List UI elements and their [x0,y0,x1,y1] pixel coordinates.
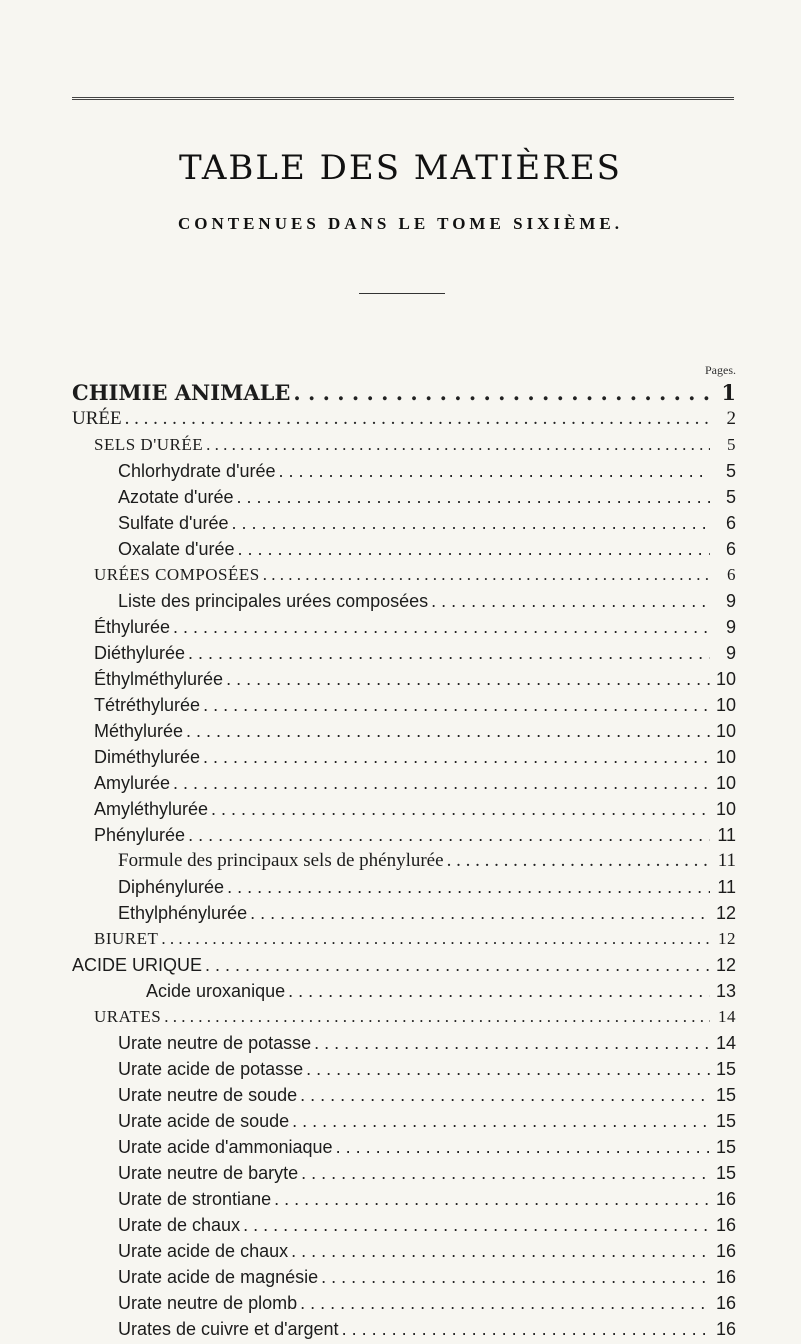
toc-entry-label: Méthylurée [94,721,184,741]
toc-entry-page: 6 [725,513,736,533]
toc-entry-page: 16 [715,1293,736,1313]
toc-entry-page: 12 [718,929,736,948]
toc-entry-label: Urate de strontiane [118,1189,272,1209]
toc-entry-label: Urate acide de magnésie [118,1267,319,1287]
toc-entry-label: Diphénylurée [118,877,225,897]
toc-entry-label: Acide uroxanique [146,981,286,1001]
top-double-rule [72,97,734,102]
toc-entry-page: 9 [725,643,736,663]
toc-entry-label: Éthylméthylurée [94,669,224,689]
toc-entry-page: 12 [715,955,736,975]
toc-entry-page: 15 [715,1163,736,1183]
toc-entry-page: 16 [715,1215,736,1235]
toc-entry-label: Azotate d'urée [118,487,234,507]
toc-entry-page: 10 [715,721,736,741]
toc-entry-label: Urates de cuivre et d'argent [118,1319,339,1339]
toc-entry-page: 10 [715,695,736,715]
toc-entry-label: Oxalate d'urée [118,539,235,559]
toc-entry-page: 10 [715,747,736,767]
toc-entry-page: 6 [727,565,736,584]
toc-entry-page: 12 [715,903,736,923]
toc-entry-page: 15 [715,1111,736,1131]
toc-entry-page: 11 [717,825,736,845]
page-title: TABLE DES MATIÈRES [179,148,622,188]
toc-entry-label: Ethylphénylurée [118,903,248,923]
toc-entry-page: 2 [726,408,736,429]
toc-entry-page: 13 [715,981,736,1001]
divider [359,293,445,294]
toc-entry-label: Formule des principaux sels de phénylurée [118,850,444,871]
toc-entry-page: 6 [725,539,736,559]
toc-entry-page: 1 [721,380,736,405]
toc-entry-label: Tétréthylurée [94,695,201,715]
toc-entry-page: 15 [715,1059,736,1079]
toc-entry-page: 16 [715,1189,736,1209]
toc-entry[interactable] [118,1314,736,1344]
toc-entry-label: Diéthylurée [94,643,186,663]
toc-entry-page: 15 [715,1085,736,1105]
toc-entry-label: Amylurée [94,773,171,793]
toc-entry-label: Éthylurée [94,617,171,637]
toc-entry-page: 10 [715,669,736,689]
toc-entry-page: 14 [715,1033,736,1053]
toc-entry-page: 10 [715,799,736,819]
toc-entry-label: SELS D'URÉE [94,435,204,454]
toc-entry-label: URATES [94,1007,162,1026]
toc-entry-label: Urate de chaux [118,1215,241,1235]
toc-entry-label: Urate neutre de baryte [118,1163,299,1183]
toc-entry-page: 9 [725,591,736,611]
toc-entry-label: Urate acide de chaux [118,1241,289,1261]
toc-entry-label: BIURET [94,929,159,948]
toc-entry-label: Urate acide de soude [118,1111,290,1131]
toc-entry-label: Urate acide de potasse [118,1059,304,1079]
toc-entry-page: 14 [718,1007,736,1026]
toc-entry-label: Urate neutre de soude [118,1085,298,1105]
toc-entry-page: 5 [725,487,736,507]
toc-entry-label: ACIDE URIQUE [72,955,203,975]
toc-entry-label: URÉE [72,408,122,429]
toc-entry-label: Amyléthylurée [94,799,209,819]
toc-entry-label: Diméthylurée [94,747,201,767]
toc-entry-label: URÉES COMPOSÉES [94,565,260,584]
toc-entry-label: CHIMIE ANIMALE [72,380,291,405]
pages-column-label: Pages. [705,363,736,377]
toc-entry-label: Chlorhydrate d'urée [118,461,276,481]
toc-entry-page: 16 [715,1267,736,1287]
toc-entry-page: 9 [725,617,736,637]
toc-entry-page: 5 [725,461,736,481]
toc-entry-label: Urate acide d'ammoniaque [118,1137,333,1157]
toc-entry-label: Phénylurée [94,825,186,845]
toc-entry-page: 5 [727,435,736,454]
toc-entry-label: Sulfate d'urée [118,513,229,533]
page-subtitle: CONTENUES DANS LE TOME SIXIÈME. [177,214,624,233]
toc-entry-page: 16 [715,1319,736,1339]
toc-entry-label: Urate neutre de potasse [118,1033,312,1053]
toc-entry-page: 11 [717,877,736,897]
leader-dots [342,1314,710,1344]
toc-entry-page: 15 [715,1137,736,1157]
toc-entry-page: 16 [715,1241,736,1261]
toc-entry-page: 10 [715,773,736,793]
toc-entry-label: Urate neutre de plomb [118,1293,298,1313]
toc-entry-label: Liste des principales urées composées [118,591,429,611]
toc-entry-page: 11 [717,850,736,871]
